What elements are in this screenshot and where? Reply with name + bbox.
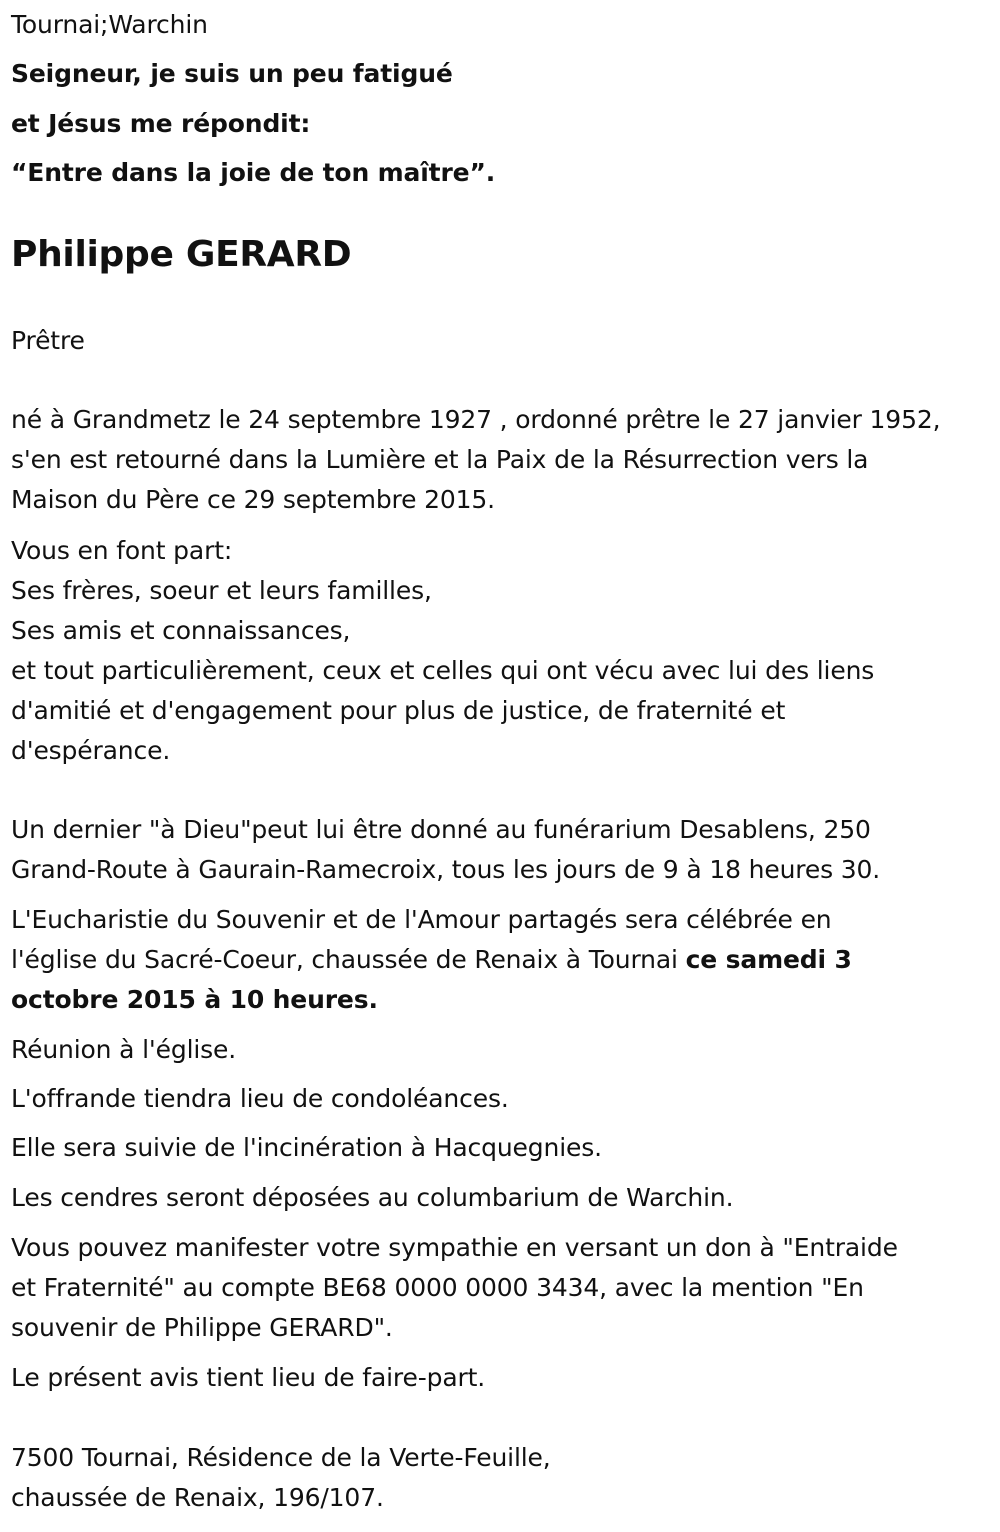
ceremony-line — [11, 945, 852, 975]
ceremony-date-line: octobre 2015 à 10 heures. — [11, 985, 378, 1014]
offering-line: L'offrande tiendra lieu de condoléances. — [11, 1084, 509, 1113]
ceremony-line: L'Eucharistie du Souvenir et de l'Amour partagés sera célébrée en — [11, 905, 832, 934]
family-line: d'amitié et d'engagement pour plus de justice, de fraternité et — [11, 696, 786, 725]
address-line: chaussée de Renaix, 196/107. — [11, 1483, 384, 1512]
family-line: Ses frères, soeur et leurs familles, — [11, 576, 432, 605]
donation-line: et Fraternité" au compte BE68 0000 0000 3434, avec la mention "En — [11, 1273, 864, 1302]
birth-line: s'en est retourné dans la Lumière et la Paix de la Résurrection vers la — [11, 445, 869, 474]
birth-line: né à Grandmetz le 24 septembre 1927 , ordonné prêtre le 27 janvier 1952, — [11, 405, 941, 434]
ceremony-text: l'église du Sacré-Coeur, chaussée de Renaix à Tournai — [11, 945, 686, 974]
donation-line: souvenir de Philippe GERARD". — [11, 1313, 393, 1342]
family-line: Ses amis et connaissances, — [11, 616, 351, 645]
visit-line: Un dernier "à Dieu"peut lui être donné au funérarium Desablens, 250 — [11, 815, 871, 844]
verse-line: Seigneur, je suis un peu fatigué — [11, 59, 453, 88]
deceased-name: Philippe GERARD — [11, 234, 352, 275]
cremation-line: Elle sera suivie de l'incinération à Hacquegnies. — [11, 1133, 602, 1162]
ceremony-date: ce samedi 3 — [685, 945, 852, 974]
family-line: Vous en font part: — [11, 536, 233, 565]
verse-line: “Entre dans la joie de ton maître”. — [11, 158, 496, 187]
family-line: d'espérance. — [11, 736, 171, 765]
birth-line: Maison du Père ce 29 septembre 2015. — [11, 485, 495, 514]
visit-line: Grand-Route à Gaurain-Ramecroix, tous les jours de 9 à 18 heures 30. — [11, 855, 881, 884]
family-line: et tout particulièrement, ceux et celles qui ont vécu avec lui des liens — [11, 656, 875, 685]
notice-line: Le présent avis tient lieu de faire-part. — [11, 1363, 486, 1392]
ashes-line: Les cendres seront déposées au columbarium de Warchin. — [11, 1183, 734, 1212]
address-line: 7500 Tournai, Résidence de la Verte-Feuille, — [11, 1443, 551, 1472]
deceased-role: Prêtre — [11, 326, 85, 355]
donation-line: Vous pouvez manifester votre sympathie en versant un don à "Entraide — [11, 1233, 898, 1262]
verse-line: et Jésus me répondit: — [11, 109, 311, 138]
header-location: Tournai;Warchin — [11, 10, 208, 39]
meeting-line: Réunion à l'église. — [11, 1035, 237, 1064]
